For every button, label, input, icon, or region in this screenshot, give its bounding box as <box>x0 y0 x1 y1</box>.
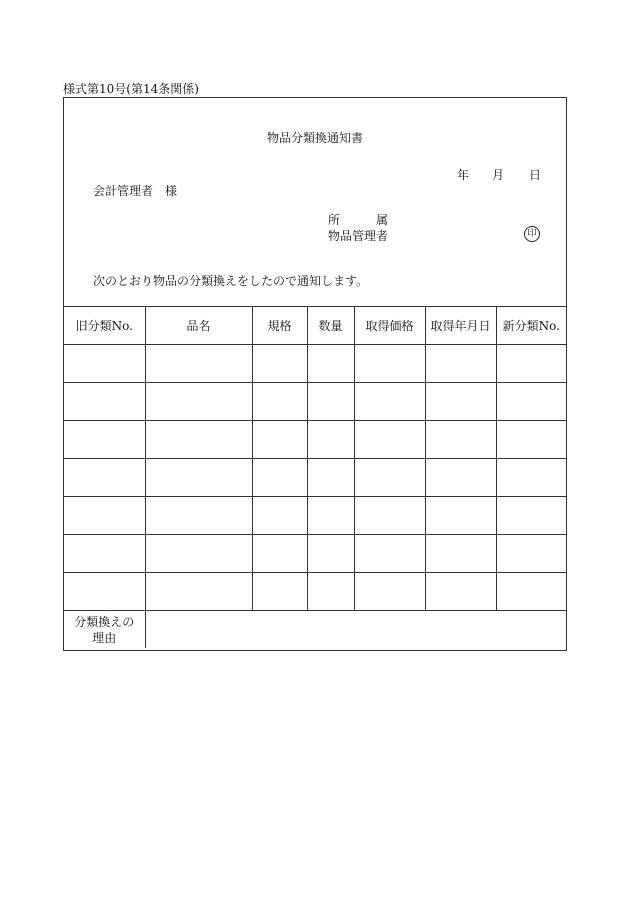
table-cell[interactable] <box>64 573 145 611</box>
table-cell[interactable] <box>252 535 307 573</box>
table-cell[interactable] <box>425 535 496 573</box>
seal-mark-icon: 印 <box>524 226 540 242</box>
table-cell[interactable] <box>145 459 252 497</box>
col-header-old-class-no: 旧分類No. <box>64 307 145 345</box>
date-day-label: 日 <box>529 168 542 182</box>
manager-label: 物品管理者 <box>328 229 389 243</box>
table-cell[interactable] <box>354 535 425 573</box>
items-table <box>64 306 566 648</box>
table-cell[interactable] <box>252 573 307 611</box>
table-cell[interactable] <box>496 573 566 611</box>
table-cell[interactable] <box>307 497 354 535</box>
table-cell[interactable] <box>307 459 354 497</box>
table-cell[interactable] <box>145 421 252 459</box>
reason-label-line2: 理由 <box>92 630 117 645</box>
table-cell[interactable] <box>307 421 354 459</box>
form-frame <box>63 97 567 651</box>
col-header-quantity: 数量 <box>307 307 354 345</box>
reason-field[interactable] <box>145 611 566 649</box>
table-cell[interactable] <box>354 459 425 497</box>
table-header-row <box>64 307 566 345</box>
table-cell[interactable] <box>145 535 252 573</box>
table-cell[interactable] <box>252 459 307 497</box>
col-header-spec: 規格 <box>252 307 307 345</box>
col-header-acquisition-date: 取得年月日 <box>425 307 496 345</box>
table-cell[interactable] <box>145 383 252 421</box>
date-year-label: 年 <box>457 168 470 182</box>
reason-label-line1: 分類換えの <box>74 614 135 629</box>
table-cell[interactable] <box>252 383 307 421</box>
table-cell[interactable] <box>425 573 496 611</box>
col-header-new-class-no: 新分類No. <box>496 307 566 345</box>
table-cell[interactable] <box>354 345 425 383</box>
table-cell[interactable] <box>425 459 496 497</box>
table-cell[interactable] <box>425 497 496 535</box>
table-cell[interactable] <box>354 573 425 611</box>
table-cell[interactable] <box>307 535 354 573</box>
table-cell[interactable] <box>425 345 496 383</box>
table-cell[interactable] <box>496 345 566 383</box>
table-cell[interactable] <box>64 383 145 421</box>
table-cell[interactable] <box>354 497 425 535</box>
table-cell[interactable] <box>252 345 307 383</box>
addressee: 会計管理者 様 <box>93 184 178 198</box>
table-row <box>64 345 566 383</box>
table-cell[interactable] <box>64 535 145 573</box>
table-cell[interactable] <box>425 383 496 421</box>
table-cell[interactable] <box>354 421 425 459</box>
table-cell[interactable] <box>252 421 307 459</box>
table-row <box>64 383 566 421</box>
reason-row <box>64 611 566 649</box>
table-cell[interactable] <box>64 421 145 459</box>
body-text: 次のとおり物品の分類換えをしたので通知します。 <box>93 274 369 288</box>
table-cell[interactable] <box>354 383 425 421</box>
form-number: 様式第10号(第14条関係) <box>63 82 199 96</box>
table-cell[interactable] <box>496 383 566 421</box>
table-cell[interactable] <box>145 573 252 611</box>
col-header-acquisition-price: 取得価格 <box>354 307 425 345</box>
table-row <box>64 573 566 611</box>
table-cell[interactable] <box>307 383 354 421</box>
affiliation-label: 所 属 <box>328 213 389 227</box>
col-header-item-name: 品名 <box>145 307 252 345</box>
table-cell[interactable] <box>496 459 566 497</box>
table-row <box>64 497 566 535</box>
table-cell[interactable] <box>496 421 566 459</box>
table-cell[interactable] <box>307 345 354 383</box>
table-cell[interactable] <box>64 345 145 383</box>
table-cell[interactable] <box>425 421 496 459</box>
table-row <box>64 535 566 573</box>
table-cell[interactable] <box>145 497 252 535</box>
document-title: 物品分類換通知書 <box>266 131 363 145</box>
table-cell[interactable] <box>496 535 566 573</box>
table-cell[interactable] <box>496 497 566 535</box>
table-cell[interactable] <box>64 459 145 497</box>
table-row <box>64 421 566 459</box>
table-cell[interactable] <box>145 345 252 383</box>
table-cell[interactable] <box>64 497 145 535</box>
reason-label <box>64 611 145 649</box>
table-cell[interactable] <box>252 497 307 535</box>
table-cell[interactable] <box>307 573 354 611</box>
date-month-label: 月 <box>492 168 505 182</box>
table-row <box>64 459 566 497</box>
